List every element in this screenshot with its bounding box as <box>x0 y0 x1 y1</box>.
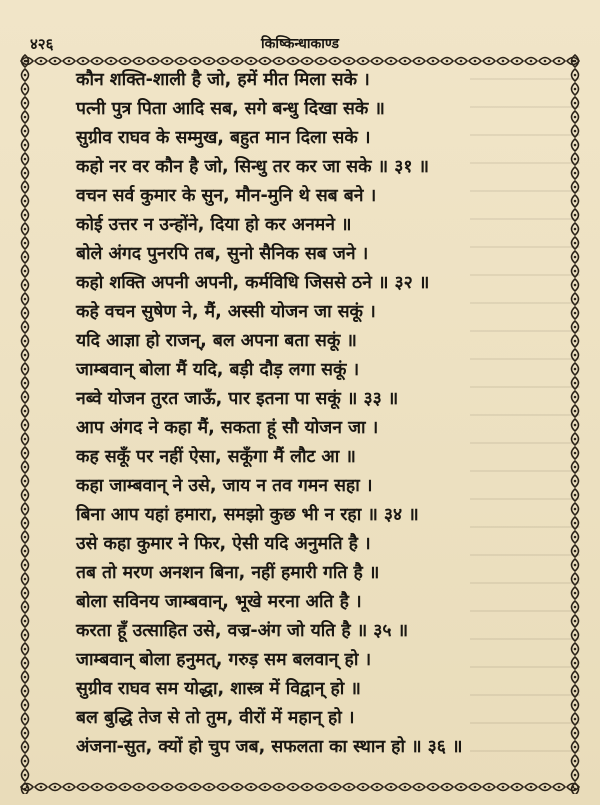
verse-line: बिना आप यहां हमारा, समझो कुछ भी न रहा ॥ ३४ ॥ <box>76 505 419 525</box>
verse-line: सुग्रीव राघव सम योद्धा, शास्त्र में विद्वान् हो ॥ <box>76 679 361 699</box>
verse-line: कहो नर वर कौन है जो, सिन्धु तर कर जा सके ॥ ३१ ॥ <box>76 157 430 177</box>
verse-line: करता हूँ उत्साहित उसे, वज्र-अंग जो यति है ॥ ३५ ॥ <box>76 621 409 641</box>
chapter-title: किष्किन्धाकाण्ड <box>260 36 340 52</box>
verse-line: कौन शक्ति-शाली है जो, हमें मीत मिला सके । <box>76 70 370 90</box>
verse-line: तब तो मरण अनशन बिना, नहीं हमारी गति है ॥ <box>76 563 380 583</box>
verse-line: कह सकूँ पर नहीं ऐसा, सकूँगा मैं लौट आ ॥ <box>76 447 356 467</box>
verse-line: बोला सविनय जाम्बवान्, भूखे मरना अति है । <box>76 592 362 612</box>
verse-line: वचन सर्व कुमार के सुन, मौन-मुनि थे सब बने । <box>76 186 377 206</box>
verse-line: पत्नी पुत्र पिता आदि सब, सगे बन्धु दिखा सके ॥ <box>76 99 385 119</box>
decorative-border-left <box>18 54 32 794</box>
verse-line: कहे वचन सुषेण ने, मैं, अस्सी योजन जा सकूं । <box>76 302 376 322</box>
verse-block <box>48 66 568 778</box>
verse-line: अंजना-सुत, क्यों हो चुप जब, सफलता का स्थान हो ॥ ३६ ॥ <box>76 737 463 757</box>
verse-line: जाम्बवान् बोला मैं यदि, बड़ी दौड़ लगा सकूं । <box>76 360 360 380</box>
verse-line: कहो शक्ति अपनी अपनी, कर्मविधि जिससे ठने ॥ ३२ ॥ <box>76 273 430 293</box>
verse-line: कहा जाम्बवान् ने उसे, जाय न तव गमन सहा । <box>76 476 373 496</box>
verse-line: नब्वे योजन तुरत जाऊँ, पार इतना पा सकूं ॥ ३३ ॥ <box>76 389 399 409</box>
verse-line: जाम्बवान् बोला हनुमत्, गरुड़ सम बलवान् हो । <box>76 650 372 670</box>
verse-line: यदि आज्ञा हो राजन्, बल अपना बता सकूं ॥ <box>76 331 357 351</box>
verse-line: सुग्रीव राघव के सम्मुख, बहुत मान दिला सके । <box>76 128 371 148</box>
verse-line: उसे कहा कुमार ने फिर, ऐसी यदि अनुमति है । <box>76 534 371 554</box>
verse-line: कोई उत्तर न उन्होंने, दिया हो कर अनमने ॥ <box>76 215 352 235</box>
decorative-border-right <box>568 54 582 794</box>
decorative-border-bottom <box>20 780 580 794</box>
verse-line: बोले अंगद पुनरपि तब, सुनो सैनिक सब जने । <box>76 244 369 264</box>
verse-line: बल बुद्धि तेज से तो तुम, वीरों में महान् हो । <box>76 708 355 728</box>
verse-line: आप अंगद ने कहा मैं, सकता हूं सौ योजन जा । <box>76 418 379 438</box>
page-number: ४२६ <box>30 35 54 53</box>
